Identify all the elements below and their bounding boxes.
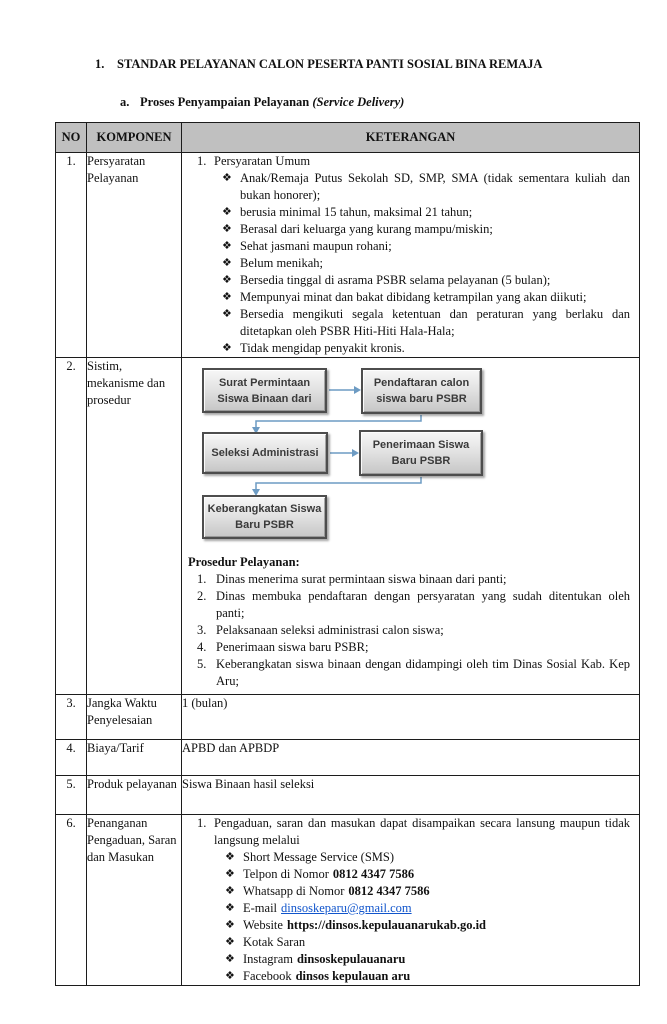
keterangan-cell [182, 153, 640, 358]
table-row-produk [56, 776, 640, 815]
komponen-cell: Biaya/Tarif [87, 740, 182, 776]
table-row-persyaratan [56, 153, 640, 358]
diamond-bullet-icon: ❖ [222, 223, 232, 235]
komponen-cell: Persyaratan Pelayanan [87, 153, 182, 358]
flow-box-penerimaan: Penerimaan Siswa Baru PSBR [359, 430, 483, 476]
subtitle-text: Proses Penyampaian Pelayanan (Service Delivery) [140, 95, 405, 109]
service-standard-table [55, 122, 640, 986]
list-item: ❖ Anak/Remaja Putus Sekolah SD, SMP, SMA (tidak sementara kuliah dan bukan honorer); [222, 171, 630, 202]
diamond-bullet-icon: ❖ [222, 308, 232, 320]
channel-telpon: ❖ Telpon di Nomor 0812 4347 7586 [225, 867, 415, 881]
keterangan-value: Siswa Binaan hasil seleksi [182, 776, 640, 815]
table-header-row [56, 123, 640, 153]
col-header-keterangan: KETERANGAN [182, 123, 640, 153]
procedure-step: 1. Dinas menerima surat permintaan siswa binaan dari panti; [197, 572, 507, 586]
title-number: 1. [95, 57, 105, 71]
row-number: 6. [56, 815, 87, 986]
diamond-bullet-icon: ❖ [222, 240, 232, 252]
channel-kotak-saran: ❖ Kotak Saran [225, 935, 306, 949]
komponen-cell: Produk pelayanan [87, 776, 182, 815]
complaint-intro: 1. Pengaduan, saran dan masukan dapat disampaikan secara lansung maupun tidak langsung melalui [197, 816, 630, 847]
flow-box-pendaftaran: Pendaftaran calon siswa baru PSBR [361, 368, 482, 414]
diamond-bullet-icon: ❖ [222, 257, 232, 269]
channel-email: ❖ E-mail dinsoskeparu@gmail.com [225, 901, 412, 915]
procedure-step: 5. Keberangkatan siswa binaan dengan didampingi oleh tim Dinas Sosial Kab. Kep Aru; [197, 657, 630, 688]
list-item: ❖ Bersedia mengikuti segala ketentuan dan peraturan yang berlaku dan ditetapkan oleh PSBR Hiti-Hiti Hala-Hala; [222, 307, 630, 338]
procedure-step: 2. Dinas membuka pendaftaran dengan persyaratan yang sudah ditentukan oleh panti; [197, 589, 630, 620]
list-item: ❖ Bersedia tinggal di asrama PSBR selama pelayanan (5 bulan); [222, 273, 551, 287]
diamond-bullet-icon: ❖ [222, 274, 232, 286]
channel-sms: ❖ Short Message Service (SMS) [225, 850, 395, 864]
row-number: 4. [56, 740, 87, 776]
flow-box-seleksi-administrasi: Seleksi Administrasi [202, 432, 328, 474]
list-item: ❖ Berasal dari keluarga yang kurang mampu/miskin; [222, 222, 493, 236]
diamond-bullet-icon: ❖ [225, 885, 235, 897]
channel-instagram: ❖ Instagram dinsoskepulauanaru [225, 952, 406, 966]
komponen-cell: Penanganan Pengaduan, Saran dan Masukan [87, 815, 182, 986]
channel-facebook: ❖ Facebook dinsos kepulauan aru [225, 969, 411, 983]
list-item: ❖ Sehat jasmani maupun rohani; [222, 239, 392, 253]
diamond-bullet-icon: ❖ [225, 919, 235, 931]
row-number: 5. [56, 776, 87, 815]
table-row-prosedur [56, 358, 640, 695]
diamond-bullet-icon: ❖ [225, 953, 235, 965]
flow-box-surat-permintaan: Surat Permintaan Siswa Binaan dari [202, 368, 327, 413]
komponen-cell: Jangka Waktu Penyelesaian [87, 695, 182, 740]
table-row-biaya [56, 740, 640, 776]
diamond-bullet-icon: ❖ [225, 970, 235, 982]
flow-box-keberangkatan: Keberangkatan Siswa Baru PSBR [202, 495, 327, 539]
channel-website: ❖ Website https://dinsos.kepulauanarukab.go.id [225, 918, 487, 932]
diamond-bullet-icon: ❖ [225, 868, 235, 880]
page-subtitle [120, 95, 620, 110]
diamond-bullet-icon: ❖ [225, 936, 235, 948]
page-title [95, 57, 635, 72]
keterangan-value: APBD dan APBDP [182, 740, 640, 776]
subtitle-letter: a. [120, 95, 130, 109]
col-header-komponen: KOMPONEN [87, 123, 182, 153]
row-number: 3. [56, 695, 87, 740]
table-row-jangka-waktu [56, 695, 640, 740]
table-row-pengaduan [56, 815, 640, 986]
list-item: ❖ Mempunyai minat dan bakat dibidang ketrampilan yang akan diikuti; [222, 290, 587, 304]
procedure-step: 3. Pelaksanaan seleksi administrasi calon siswa; [197, 623, 444, 637]
channel-whatsapp: ❖ Whatsapp di Nomor 0812 4347 7586 [225, 884, 430, 898]
keterangan-cell [182, 358, 640, 695]
procedure-list-title: Prosedur Pelayanan: [188, 555, 300, 569]
title-text: STANDAR PELAYANAN CALON PESERTA PANTI SOSIAL BINA REMAJA [117, 57, 543, 71]
komponen-cell: Sistim, mekanisme dan prosedur [87, 358, 182, 695]
subtitle-italic: (Service Delivery) [312, 95, 405, 109]
list-item: ❖ Tidak mengidap penyakit kronis. [222, 341, 405, 355]
procedure-flowchart [182, 368, 639, 542]
diamond-bullet-icon: ❖ [222, 172, 232, 184]
list-heading: 1. Persyaratan Umum [197, 154, 311, 168]
diamond-bullet-icon: ❖ [222, 206, 232, 218]
keterangan-cell [182, 815, 640, 986]
keterangan-value: 1 (bulan) [182, 695, 640, 740]
row-number: 2. [56, 358, 87, 695]
col-header-no: NO [56, 123, 87, 153]
row-number: 1. [56, 153, 87, 358]
diamond-bullet-icon: ❖ [225, 902, 235, 914]
email-link[interactable]: dinsoskeparu@gmail.com [281, 901, 412, 915]
list-item: ❖ berusia minimal 15 tahun, maksimal 21 tahun; [222, 205, 473, 219]
diamond-bullet-icon: ❖ [225, 851, 235, 863]
diamond-bullet-icon: ❖ [222, 342, 232, 354]
list-item: ❖ Belum menikah; [222, 256, 323, 270]
diamond-bullet-icon: ❖ [222, 291, 232, 303]
procedure-step: 4. Penerimaan siswa baru PSBR; [197, 640, 369, 654]
